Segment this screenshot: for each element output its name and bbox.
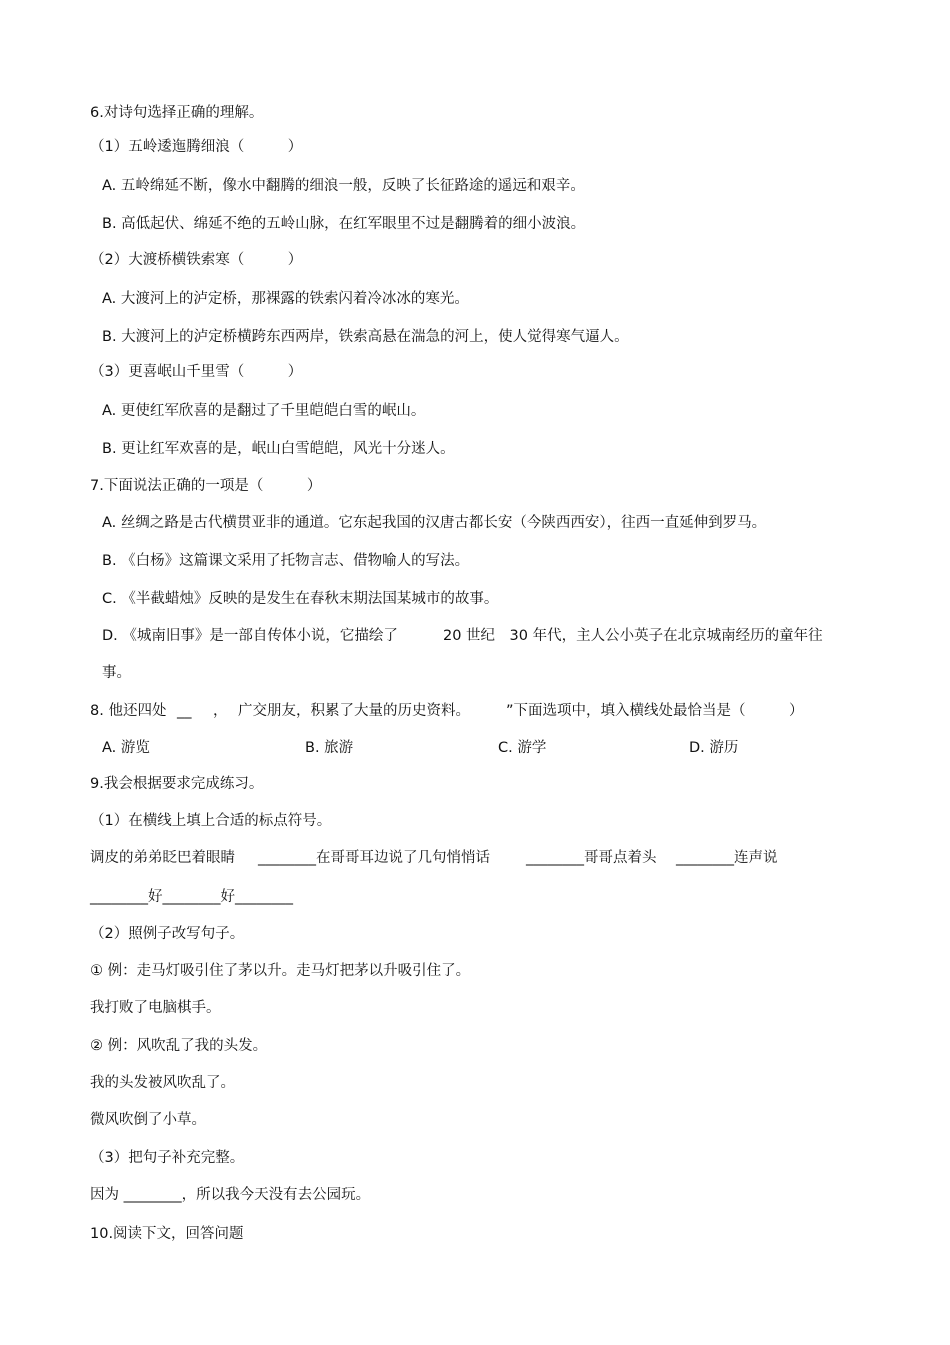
q6-part1-option-a: A. 五岭绵延不断，像水中翻腾的细浪一般，反映了长征路途的遥远和艰辛。 bbox=[102, 178, 585, 194]
q6-part2-option-b: B. 大渡河上的泸定桥横跨东西两岸，铁索高悬在湍急的河上，使人觉得寒气逼人。 bbox=[102, 329, 629, 345]
q6-part3-option-a: A. 更使红军欣喜的是翻过了千里皑皑白雪的岷山。 bbox=[102, 403, 426, 419]
q6-part2-option-a: A. 大渡河上的泸定桥，那裸露的铁索闪着冷冰冰的寒光。 bbox=[102, 291, 469, 307]
q7-title: 7.下面说法正确的一项是（ ） bbox=[90, 478, 322, 494]
q9-line1-d: ________连声说 bbox=[676, 850, 778, 866]
q9-title: 9.我会根据要求完成练习。 bbox=[90, 776, 264, 792]
q9-sub3: （3）把句子补充完整。 bbox=[90, 1150, 245, 1166]
q8-option-c: C. 游学 bbox=[498, 740, 547, 756]
q9-line1-b: ________在哥哥耳边说了几句悄悄话 bbox=[258, 850, 490, 866]
q8-option-b: B. 旅游 bbox=[305, 740, 354, 756]
q7-option-d-wrap: 事。 bbox=[102, 665, 131, 681]
q9-example-2: ② 例：风吹乱了我的头发。 bbox=[90, 1038, 268, 1054]
q9-sub3-question: 因为 ________，所以我今天没有去公园玩。 bbox=[90, 1187, 371, 1203]
q8-text-2: ， bbox=[213, 703, 228, 719]
q7-option-c: C. 《半截蜡烛》反映的是发生在春秋末期法国某城市的故事。 bbox=[102, 591, 499, 607]
q7-option-a: A. 丝绸之路是古代横贯亚非的通道。它东起我国的汉唐古都长安（今陕西西安），往西一直延伸到罗马。 bbox=[102, 515, 767, 531]
q6-title: 6.对诗句选择正确的理解。 bbox=[90, 105, 264, 121]
q9-line2: ________好________好________ bbox=[90, 889, 293, 905]
q6-part3: （3）更喜岷山千里雪（ ） bbox=[90, 364, 303, 380]
q9-sub2: （2）照例子改写句子。 bbox=[90, 926, 245, 942]
q8-option-d: D. 游历 bbox=[689, 740, 739, 756]
q9-example-2-question: 微风吹倒了小草。 bbox=[90, 1112, 206, 1128]
q9-example-1-question: 我打败了电脑棋手。 bbox=[90, 1000, 221, 1016]
q9-line1-c: ________哥哥点着头 bbox=[526, 850, 657, 866]
q9-line1-a: 调皮的弟弟眨巴着眼睛 bbox=[90, 850, 235, 866]
q10-title: 10.阅读下文，回答问题 bbox=[90, 1226, 244, 1242]
q9-example-2-answer: 我的头发被风吹乱了。 bbox=[90, 1075, 235, 1091]
q6-part1-option-b: B. 高低起伏、绵延不绝的五岭山脉，在红军眼里不过是翻腾着的细小波浪。 bbox=[102, 216, 586, 232]
q6-part1: （1）五岭逶迤腾细浪（ ） bbox=[90, 139, 303, 155]
q7-option-b: B. 《白杨》这篇课文采用了托物言志、借物喻人的写法。 bbox=[102, 553, 470, 569]
q9-sub1: （1）在横线上填上合适的标点符号。 bbox=[90, 813, 332, 829]
q7-option-d-continued: 20 世纪 30 年代，主人公小英子在北京城南经历的童年往 bbox=[443, 628, 823, 644]
q6-part3-option-b: B. 更让红军欢喜的是，岷山白雪皑皑，风光十分迷人。 bbox=[102, 441, 455, 457]
q8-text-1: 8. 他还四处 bbox=[90, 703, 167, 719]
q9-example-1: ① 例：走马灯吸引住了茅以升。走马灯把茅以升吸引住了。 bbox=[90, 963, 471, 979]
q7-option-d: D. 《城南旧事》是一部自传体小说，它描绘了 bbox=[102, 628, 398, 644]
q8-blank: __ bbox=[177, 703, 192, 719]
q6-part2: （2）大渡桥横铁索寒（ ） bbox=[90, 252, 303, 268]
q8-text-4: ”下面选项中，填入横线处最恰当是（ ） bbox=[506, 703, 804, 719]
q8-text-3: 广交朋友，积累了大量的历史资料。 bbox=[238, 703, 470, 719]
q8-option-a: A. 游览 bbox=[102, 740, 150, 756]
